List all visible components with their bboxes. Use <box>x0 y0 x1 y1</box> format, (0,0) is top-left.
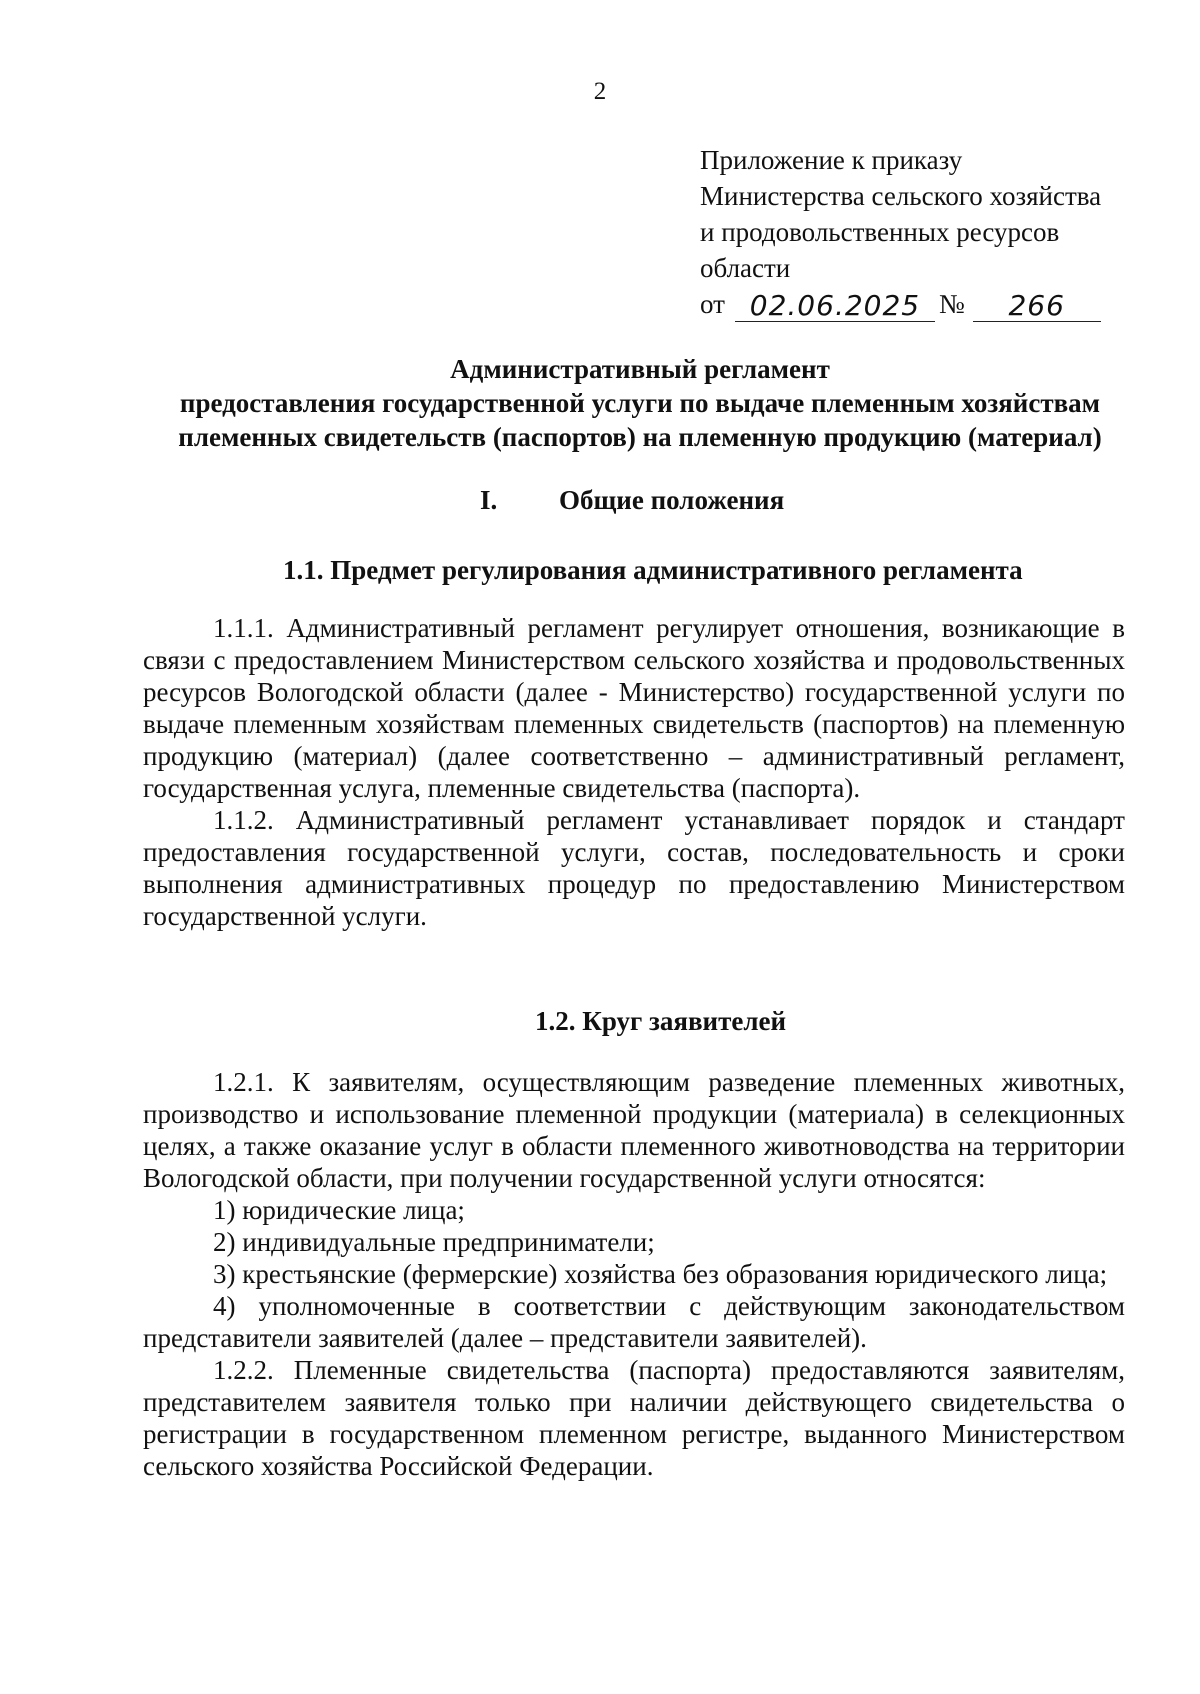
subsection-1-2-body <box>143 1066 1125 1482</box>
section-1-title: Общие положения <box>559 485 785 515</box>
subsection-1-2-heading: 1.2. Круг заявителей <box>535 1006 787 1036</box>
subsection-1-1-heading: 1.1. Предмет регулирования административного регламента <box>283 555 1023 585</box>
list-item: 4) уполномоченные в соответствии с действующим законодательством представители заявителей (далее – представители заявителей). <box>143 1291 1125 1353</box>
list-item: 2) индивидуальные предприниматели; <box>213 1227 655 1257</box>
paragraph-1-2-2: 1.2.2. Племенные свидетельства (паспорта) предоставляются заявителям, представителем заявителя только при наличии действующего свидетельства о регистрации в государственном племенном регистре, выданного Министерством сельского хозяйства Российской Федерации. <box>143 1355 1125 1481</box>
title-line-1: Административный регламент <box>450 354 830 384</box>
paragraph-1-1-1: 1.1.1. Административный регламент регулирует отношения, возникающие в связи с предоставлением Министерством сельского хозяйства и продовольственных ресурсов Вологодской области (далее - Министерство) государственной услуги по выдаче племенным хозяйствам племенных свидетельств (паспортов) на племенную продукцию (материал) (далее соответственно – административный регламент, государственная услуга, племенные свидетельства (паспорта). <box>143 613 1125 803</box>
handwritten-number: 266 <box>973 291 1101 322</box>
paragraph-1-2-1: 1.2.1. К заявителям, осуществляющим разведение племенных животных, производство и использование племенной продукции (материала) в селекционных целях, а также оказание услуг в области племенного животноводства на территории Вологодской области, при получении государственной услуги относятся: <box>143 1067 1125 1193</box>
page-number: 2 <box>593 78 607 105</box>
order-date-number-line <box>700 286 1140 322</box>
title-line-2: предоставления государственной услуги по выдаче племенным хозяйствам <box>179 388 1101 418</box>
appendix-line-4: области <box>700 253 791 283</box>
appendix-block <box>700 142 1140 322</box>
appendix-line-2: Министерства сельского хозяйства <box>700 181 1102 211</box>
appendix-line-1: Приложение к приказу <box>700 145 963 175</box>
paragraph-1-1-2: 1.1.2. Административный регламент устанавливает порядок и стандарт предоставления государственной услуги, состав, последовательность и сроки выполнения административных процедур по предоставлению Министерством государственной услуги. <box>143 805 1125 931</box>
handwritten-date: 02.06.2025 <box>735 291 935 322</box>
appendix-line-3: и продовольственных ресурсов <box>700 217 1060 247</box>
list-item: 3) крестьянские (фермерские) хозяйства без образования юридического лица; <box>213 1259 1108 1289</box>
ot-label: от <box>700 289 725 319</box>
number-label: № <box>938 289 965 319</box>
section-1-numeral: I. <box>480 485 498 515</box>
document-title <box>150 352 1130 454</box>
list-item: 1) юридические лица; <box>213 1195 465 1225</box>
subsection-1-1-body <box>143 612 1125 932</box>
title-line-3: племенных свидетельств (паспортов) на племенную продукцию (материал) <box>178 422 1102 452</box>
section-1-heading <box>480 485 784 516</box>
